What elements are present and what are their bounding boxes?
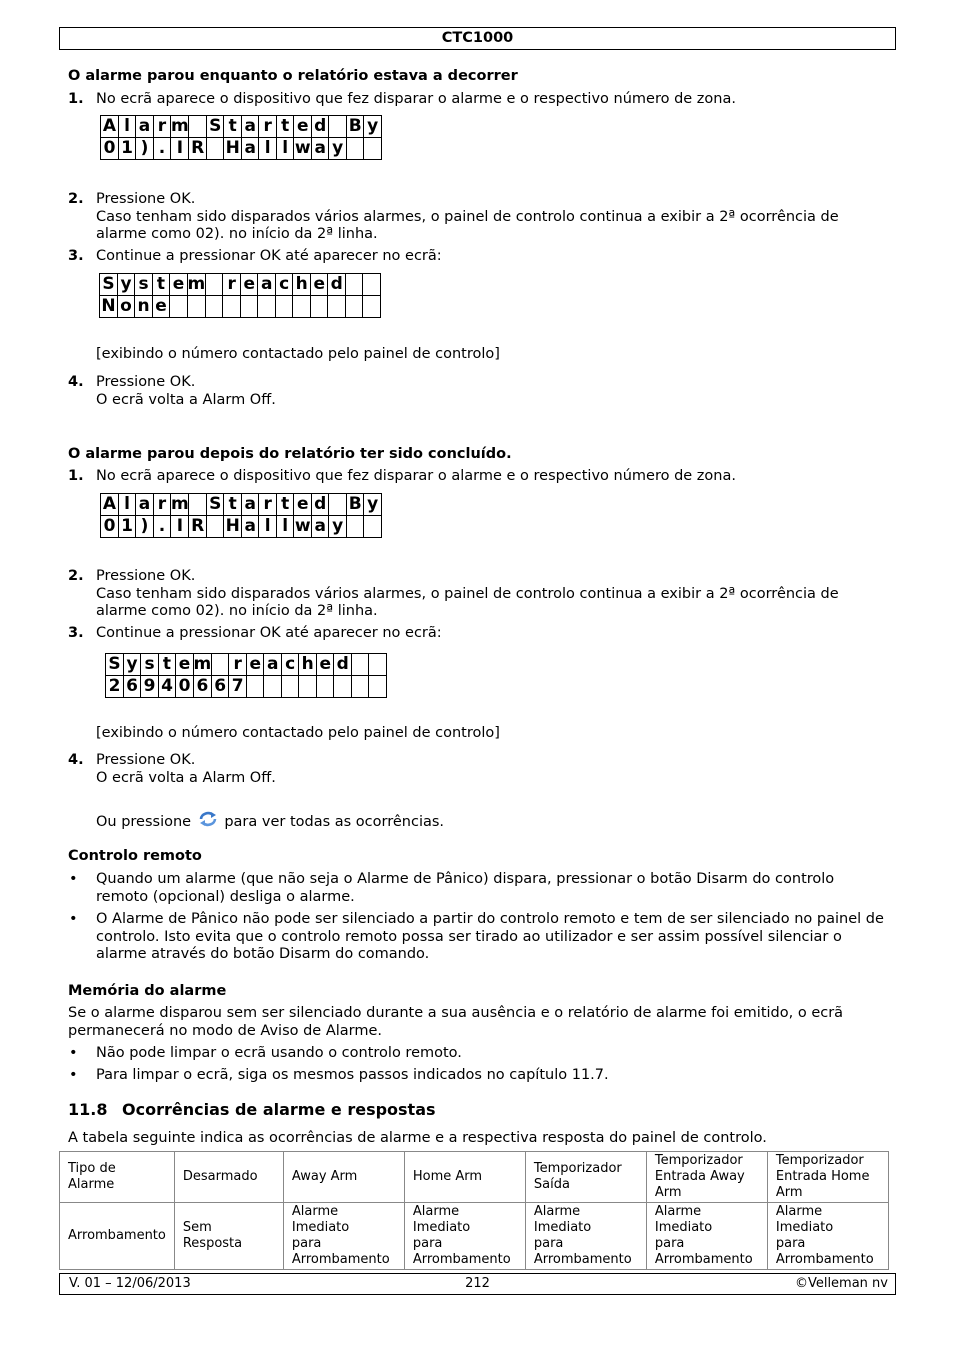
- step-number: 3.: [68, 248, 84, 264]
- lcd-char-cell: H: [225, 138, 240, 158]
- lcd-char-cell: [345, 274, 363, 296]
- lcd-char-cell: [206, 516, 224, 538]
- section-heading-during-report: O alarme parou enquanto o relatório estava a decorrer: [68, 68, 518, 84]
- lcd-char-cell: a: [136, 494, 154, 516]
- lcd-char-cell: a: [241, 116, 259, 138]
- lcd-char-cell: [275, 296, 293, 318]
- lcd-char-cell: [281, 676, 299, 698]
- step-text: No ecrã aparece o dispositivo que fez disparar o alarme e o respectivo número de zona.: [96, 468, 736, 484]
- alarm-memory-heading: Memória do alarme: [68, 983, 227, 999]
- lcd-char-cell: [205, 296, 223, 318]
- table-cell: Temporizador Saída: [525, 1152, 646, 1203]
- lcd-char-cell: ): [136, 516, 154, 538]
- lcd-char-cell: t: [224, 116, 242, 138]
- lcd-char-cell: l: [259, 516, 277, 538]
- lcd-char-cell: y: [329, 138, 347, 160]
- table-cell: Alarme Imediato para Arrombamento: [283, 1203, 404, 1270]
- footer-page-number: 212: [465, 1276, 490, 1291]
- lcd-char-cell: l: [259, 138, 277, 160]
- lcd-char-cell: B: [346, 494, 364, 516]
- lcd-char-cell: m: [187, 274, 205, 294]
- lcd-char-cell: [351, 654, 369, 676]
- table-cell: Arrombamento: [60, 1203, 175, 1270]
- lcd-char-cell: a: [241, 138, 259, 160]
- table-cell: Home Arm: [404, 1152, 525, 1203]
- page-footer: [59, 1273, 896, 1295]
- lcd-char-cell: [329, 116, 347, 138]
- lcd-char-cell: 1: [118, 516, 136, 538]
- list-item: Não pode limpar o ecrã usando o controlo remoto.: [96, 1045, 462, 1061]
- lcd-char-cell: N: [101, 296, 116, 316]
- lcd-char-cell: [206, 138, 224, 160]
- step-text: Pressione OK. O ecrã volta a Alarm Off.: [96, 752, 276, 786]
- lcd-char-cell: a: [311, 138, 329, 160]
- lcd-char-cell: l: [276, 138, 294, 160]
- lcd-char-cell: d: [328, 274, 346, 296]
- lcd-row: [100, 274, 381, 296]
- lcd-char-cell: l: [276, 516, 294, 538]
- lcd-display: [100, 493, 382, 538]
- lcd-char-cell: [189, 116, 207, 138]
- lcd-char-cell: ): [136, 138, 154, 160]
- step-number: 2.: [68, 568, 84, 584]
- lcd-char-cell: t: [276, 116, 294, 138]
- lcd-char-cell: 1: [118, 138, 136, 160]
- lcd-char-cell: 6: [211, 676, 229, 698]
- alarm-response-table: [59, 1151, 889, 1270]
- page-header: [59, 27, 896, 50]
- lcd-char-cell: [364, 138, 382, 160]
- list-item: Quando um alarme (que não seja o Alarme de Pânico) dispara, pressionar o botão Disarm do controlo remoto (opcional) desliga o alarme.: [96, 871, 835, 905]
- lcd-char-cell: a: [241, 494, 259, 516]
- lcd-char-cell: a: [311, 516, 329, 538]
- step-text: Pressione OK. O ecrã volta a Alarm Off.: [96, 374, 276, 408]
- cycle-icon[interactable]: [198, 811, 218, 833]
- lcd-char-cell: a: [241, 516, 259, 538]
- lcd-char-cell: 9: [141, 676, 159, 698]
- lcd-char-cell: t: [158, 654, 176, 676]
- lcd-char-cell: m: [193, 654, 211, 674]
- lcd-char-cell: e: [152, 296, 170, 318]
- lcd-char-cell: r: [153, 116, 171, 138]
- page-header-title: CTC1000: [441, 30, 514, 46]
- table-cell: Away Arm: [283, 1152, 404, 1203]
- lcd-char-cell: [187, 296, 205, 318]
- lcd-char-cell: 0: [101, 138, 119, 160]
- lcd-char-cell: [345, 296, 363, 318]
- lcd-char-cell: 4: [158, 676, 176, 698]
- lcd-char-cell: [293, 296, 311, 318]
- lcd-char-cell: [299, 676, 317, 698]
- lcd-row: [101, 116, 382, 138]
- lcd-char-cell: [329, 494, 347, 516]
- lcd-char-cell: e: [176, 654, 194, 676]
- lcd-row: [101, 494, 382, 516]
- bullet-icon: •: [69, 1045, 78, 1061]
- lcd-char-cell: [346, 138, 364, 160]
- lcd-display: [100, 115, 382, 160]
- step-number: 4.: [68, 752, 84, 768]
- lcd-char-cell: 2: [106, 676, 124, 698]
- lcd-char-cell: o: [117, 296, 135, 318]
- table-cell: Alarme Imediato para Arrombamento: [525, 1203, 646, 1270]
- lcd-char-cell: [205, 274, 223, 296]
- all-occurrences-hint: Ou pressione para ver todas as ocorrências.: [96, 811, 891, 833]
- lcd-char-cell: c: [275, 274, 293, 296]
- lcd-char-cell: r: [153, 494, 171, 516]
- lcd-char-cell: 0: [176, 676, 194, 698]
- lcd-char-cell: m: [171, 494, 189, 514]
- step-text: Pressione OK. Caso tenham sido disparados vários alarmes, o painel de controlo continua a exibir a 2ª ocorrência de alarme como 02). no início da 2ª linha.: [96, 568, 839, 619]
- lcd-char-cell: [369, 654, 387, 676]
- lcd-char-cell: c: [281, 654, 299, 676]
- lcd-char-cell: R: [189, 138, 207, 160]
- remote-control-heading: Controlo remoto: [68, 848, 202, 864]
- list-item: O Alarme de Pânico não pode ser silenciado a partir do controlo remoto e tem de ser silenciado no painel de controlo. Isto evita que o controlo remoto possa ser tirado ao utilizador e ser assim possível silenciar o alarme através do botão Disarm do comando.: [96, 911, 884, 962]
- lcd-row: [106, 676, 387, 698]
- lcd-char-cell: l: [118, 494, 136, 516]
- lcd-char-cell: y: [364, 116, 382, 138]
- lcd-char-cell: e: [170, 274, 188, 296]
- lcd-char-cell: [264, 676, 282, 698]
- lcd-char-cell: [346, 516, 364, 538]
- lcd-char-cell: y: [364, 494, 382, 516]
- section-title: 11.8 Ocorrências de alarme e respostas: [68, 1100, 436, 1119]
- list-item: Para limpar o ecrã, siga os mesmos passos indicados no capítulo 11.7.: [96, 1067, 609, 1083]
- lcd-char-cell: [170, 296, 188, 318]
- step-number: 2.: [68, 191, 84, 207]
- lcd-char-cell: e: [316, 654, 334, 676]
- lcd-char-cell: t: [152, 274, 170, 296]
- lcd-display: [105, 653, 387, 698]
- table-cell: Desarmado: [174, 1152, 283, 1203]
- lcd-char-cell: H: [225, 516, 240, 536]
- table-cell: Alarme Imediato para Arrombamento: [646, 1203, 767, 1270]
- lcd-char-cell: S: [206, 116, 224, 138]
- lcd-char-cell: y: [329, 516, 347, 538]
- lcd-char-cell: .: [153, 138, 171, 160]
- lcd-char-cell: [246, 676, 264, 698]
- display-note: [exibindo o número contactado pelo painel de controlo]: [96, 346, 500, 362]
- lcd-char-cell: [363, 296, 381, 318]
- lcd-char-cell: w: [294, 138, 311, 158]
- lcd-char-cell: e: [294, 494, 312, 516]
- lcd-char-cell: 6: [193, 676, 211, 698]
- step-number: 1.: [68, 468, 84, 484]
- lcd-char-cell: S: [100, 274, 118, 296]
- lcd-char-cell: [240, 296, 258, 318]
- step-text: Pressione OK. Caso tenham sido disparados vários alarmes, o painel de controlo continua a exibir a 2ª ocorrência de alarme como 02). no início da 2ª linha.: [96, 191, 839, 242]
- lcd-char-cell: S: [106, 654, 124, 676]
- lcd-char-cell: B: [346, 116, 364, 138]
- lcd-char-cell: [258, 296, 276, 318]
- table-cell: Temporizador Entrada Home Arm: [767, 1152, 888, 1203]
- lcd-char-cell: [316, 676, 334, 698]
- lcd-char-cell: d: [311, 116, 329, 138]
- lcd-char-cell: [363, 274, 381, 296]
- lcd-char-cell: d: [311, 494, 329, 516]
- lcd-char-cell: [189, 494, 207, 516]
- step-text: Continue a pressionar OK até aparecer no ecrã:: [96, 625, 442, 641]
- lcd-char-cell: I: [171, 138, 189, 160]
- lcd-row: [100, 296, 381, 318]
- lcd-char-cell: r: [259, 116, 277, 138]
- footer-copyright: ©Velleman nv: [794, 1276, 888, 1291]
- lcd-char-cell: r: [259, 494, 277, 516]
- bullet-icon: •: [69, 871, 78, 887]
- lcd-char-cell: [369, 676, 387, 698]
- display-note: [exibindo o número contactado pelo painel de controlo]: [96, 725, 500, 741]
- lcd-display: [99, 273, 381, 318]
- lcd-char-cell: R: [189, 516, 207, 538]
- lcd-char-cell: t: [276, 494, 294, 516]
- lcd-row: [106, 654, 387, 676]
- step-text: No ecrã aparece o dispositivo que fez disparar o alarme e o respectivo número de zona.: [96, 91, 736, 107]
- lcd-char-cell: w: [294, 516, 311, 536]
- step-number: 3.: [68, 625, 84, 641]
- lcd-char-cell: 6: [123, 676, 141, 698]
- lcd-char-cell: r: [223, 274, 241, 296]
- lcd-char-cell: [211, 654, 229, 676]
- bullet-icon: •: [69, 911, 78, 927]
- footer-version: V. 01 – 12/06/2013: [69, 1276, 191, 1291]
- lcd-char-cell: [334, 676, 352, 698]
- lcd-char-cell: e: [294, 116, 312, 138]
- table-cell: Sem Resposta: [174, 1203, 283, 1270]
- lcd-char-cell: t: [224, 494, 242, 516]
- lcd-char-cell: e: [310, 274, 328, 296]
- bullet-icon: •: [69, 1067, 78, 1083]
- table-header-row: [60, 1152, 889, 1203]
- lcd-char-cell: l: [118, 116, 136, 138]
- table-cell: Tipo de Alarme: [60, 1152, 175, 1203]
- lcd-char-cell: e: [246, 654, 264, 676]
- lcd-char-cell: r: [229, 654, 247, 676]
- lcd-char-cell: m: [171, 116, 189, 136]
- lcd-char-cell: A: [101, 494, 119, 516]
- lcd-row: [101, 516, 382, 538]
- lcd-char-cell: a: [258, 274, 276, 296]
- table-cell: Alarme Imediato para Arrombamento: [404, 1203, 525, 1270]
- lcd-char-cell: n: [135, 296, 153, 318]
- lcd-char-cell: h: [293, 274, 311, 296]
- lcd-char-cell: y: [117, 274, 135, 296]
- lcd-char-cell: [223, 296, 241, 318]
- lcd-row: [101, 138, 382, 160]
- lcd-char-cell: a: [264, 654, 282, 676]
- lcd-char-cell: [328, 296, 346, 318]
- step-number: 1.: [68, 91, 84, 107]
- table-row: [60, 1203, 889, 1270]
- lcd-char-cell: [351, 676, 369, 698]
- lcd-char-cell: 0: [101, 516, 119, 538]
- step-number: 4.: [68, 374, 84, 390]
- lcd-char-cell: .: [153, 516, 171, 538]
- table-cell: Alarme Imediato para Arrombamento: [767, 1203, 888, 1270]
- step-text: Continue a pressionar OK até aparecer no ecrã:: [96, 248, 442, 264]
- lcd-char-cell: s: [135, 274, 153, 296]
- lcd-char-cell: s: [141, 654, 159, 676]
- lcd-char-cell: h: [299, 654, 317, 676]
- lcd-char-cell: d: [334, 654, 352, 676]
- lcd-char-cell: S: [206, 494, 224, 516]
- paragraph: Se o alarme disparou sem ser silenciado durante a sua ausência e o relatório de alarme foi emitido, o ecrã permanecerá no modo de Aviso de Alarme.: [68, 1005, 844, 1039]
- lcd-char-cell: a: [136, 116, 154, 138]
- section-heading-after-report: O alarme parou depois do relatório ter sido concluído.: [68, 446, 512, 462]
- lcd-char-cell: e: [240, 274, 258, 296]
- lcd-char-cell: y: [123, 654, 141, 676]
- lcd-char-cell: A: [101, 116, 119, 138]
- lcd-char-cell: [310, 296, 328, 318]
- lcd-char-cell: I: [171, 516, 189, 538]
- lcd-char-cell: [364, 516, 382, 538]
- table-cell: Temporizador Entrada Away Arm: [646, 1152, 767, 1203]
- lcd-char-cell: 7: [229, 676, 247, 698]
- paragraph: A tabela seguinte indica as ocorrências de alarme e a respectiva resposta do painel de controlo.: [68, 1130, 767, 1146]
